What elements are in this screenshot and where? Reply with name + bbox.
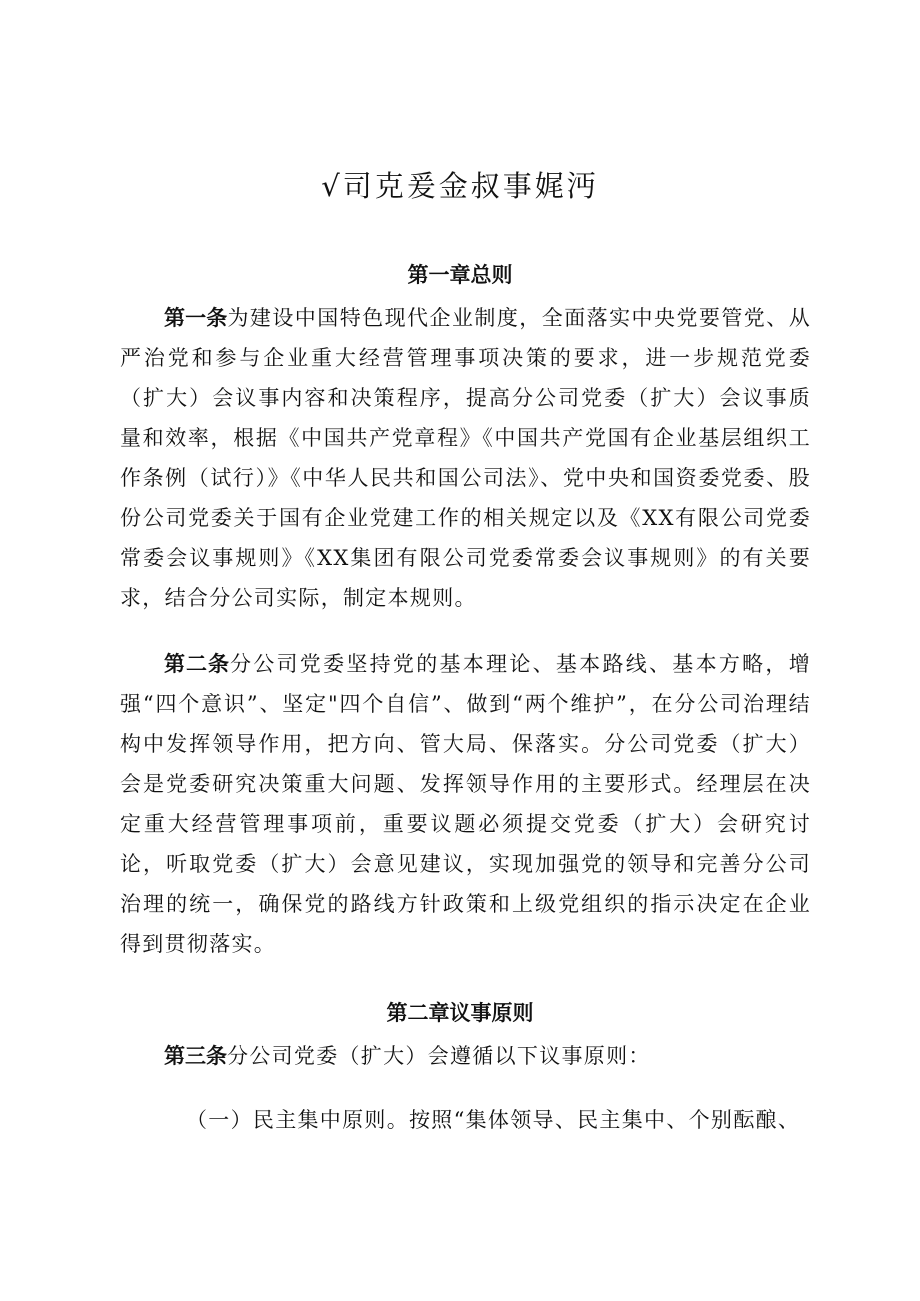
list-item: （一）民主集中原则。按照“集体领导、民主集中、个别酝酿、 [186,1108,801,1132]
article-paragraph [120,1036,811,1076]
article-label: 第一条 [164,306,228,330]
article-paragraph [120,644,811,964]
chapter-heading: 第二章议事原则 [386,1001,534,1025]
article-label: 第二条 [164,652,230,676]
article-text: 为建设中国特色现代企业制度，全面落实中央党要管党、从严治党和参与企业重大经营管理事项决策的要求，进一步规范党委（扩大）会议事内容和决策程序，提高分公司党委（扩大）会议事质量和效率，根据《中国共产党章程》《中国共产党国有企业基层组织工作条例（试行）》《中华人民共和国公司法》、党中央和国资委党委、股份公司党委关于国有企业党建工作的相关规定以及《XX有限公司党委常委会议事规则》《XX集团有限公司党委常委会议事规则》的有关要求，结合分公司实际，制定本规则。 [120,306,811,610]
article-paragraph [120,298,811,618]
article-text: 分公司党委坚持党的基本理论、基本路线、基本方略，增强“四个意识”、坚定"四个自信”、做到“两个维护”，在分公司治理结构中发挥领导作用，把方向、管大局、保落实。分公司党委（扩大）会是党委研究决策重大问题、发挥领导作用的主要形式。经理层在决定重大经营管理事项前，重要议题必须提交党委（扩大）会研究讨论，听取党委（扩大）会意见建议，实现加强党的领导和完善分公司治理的统一，确保党的路线方针政策和上级党组织的指示决定在企业得到贯彻落实。 [120,652,812,956]
document-title: √司克爰金叔事娓沔 [321,169,599,203]
article-text: 分公司党委（扩大）会遵循以下议事原则： [227,1044,651,1068]
article-label: 第三条 [164,1044,227,1068]
chapter-heading: 第一章总则 [407,263,513,287]
